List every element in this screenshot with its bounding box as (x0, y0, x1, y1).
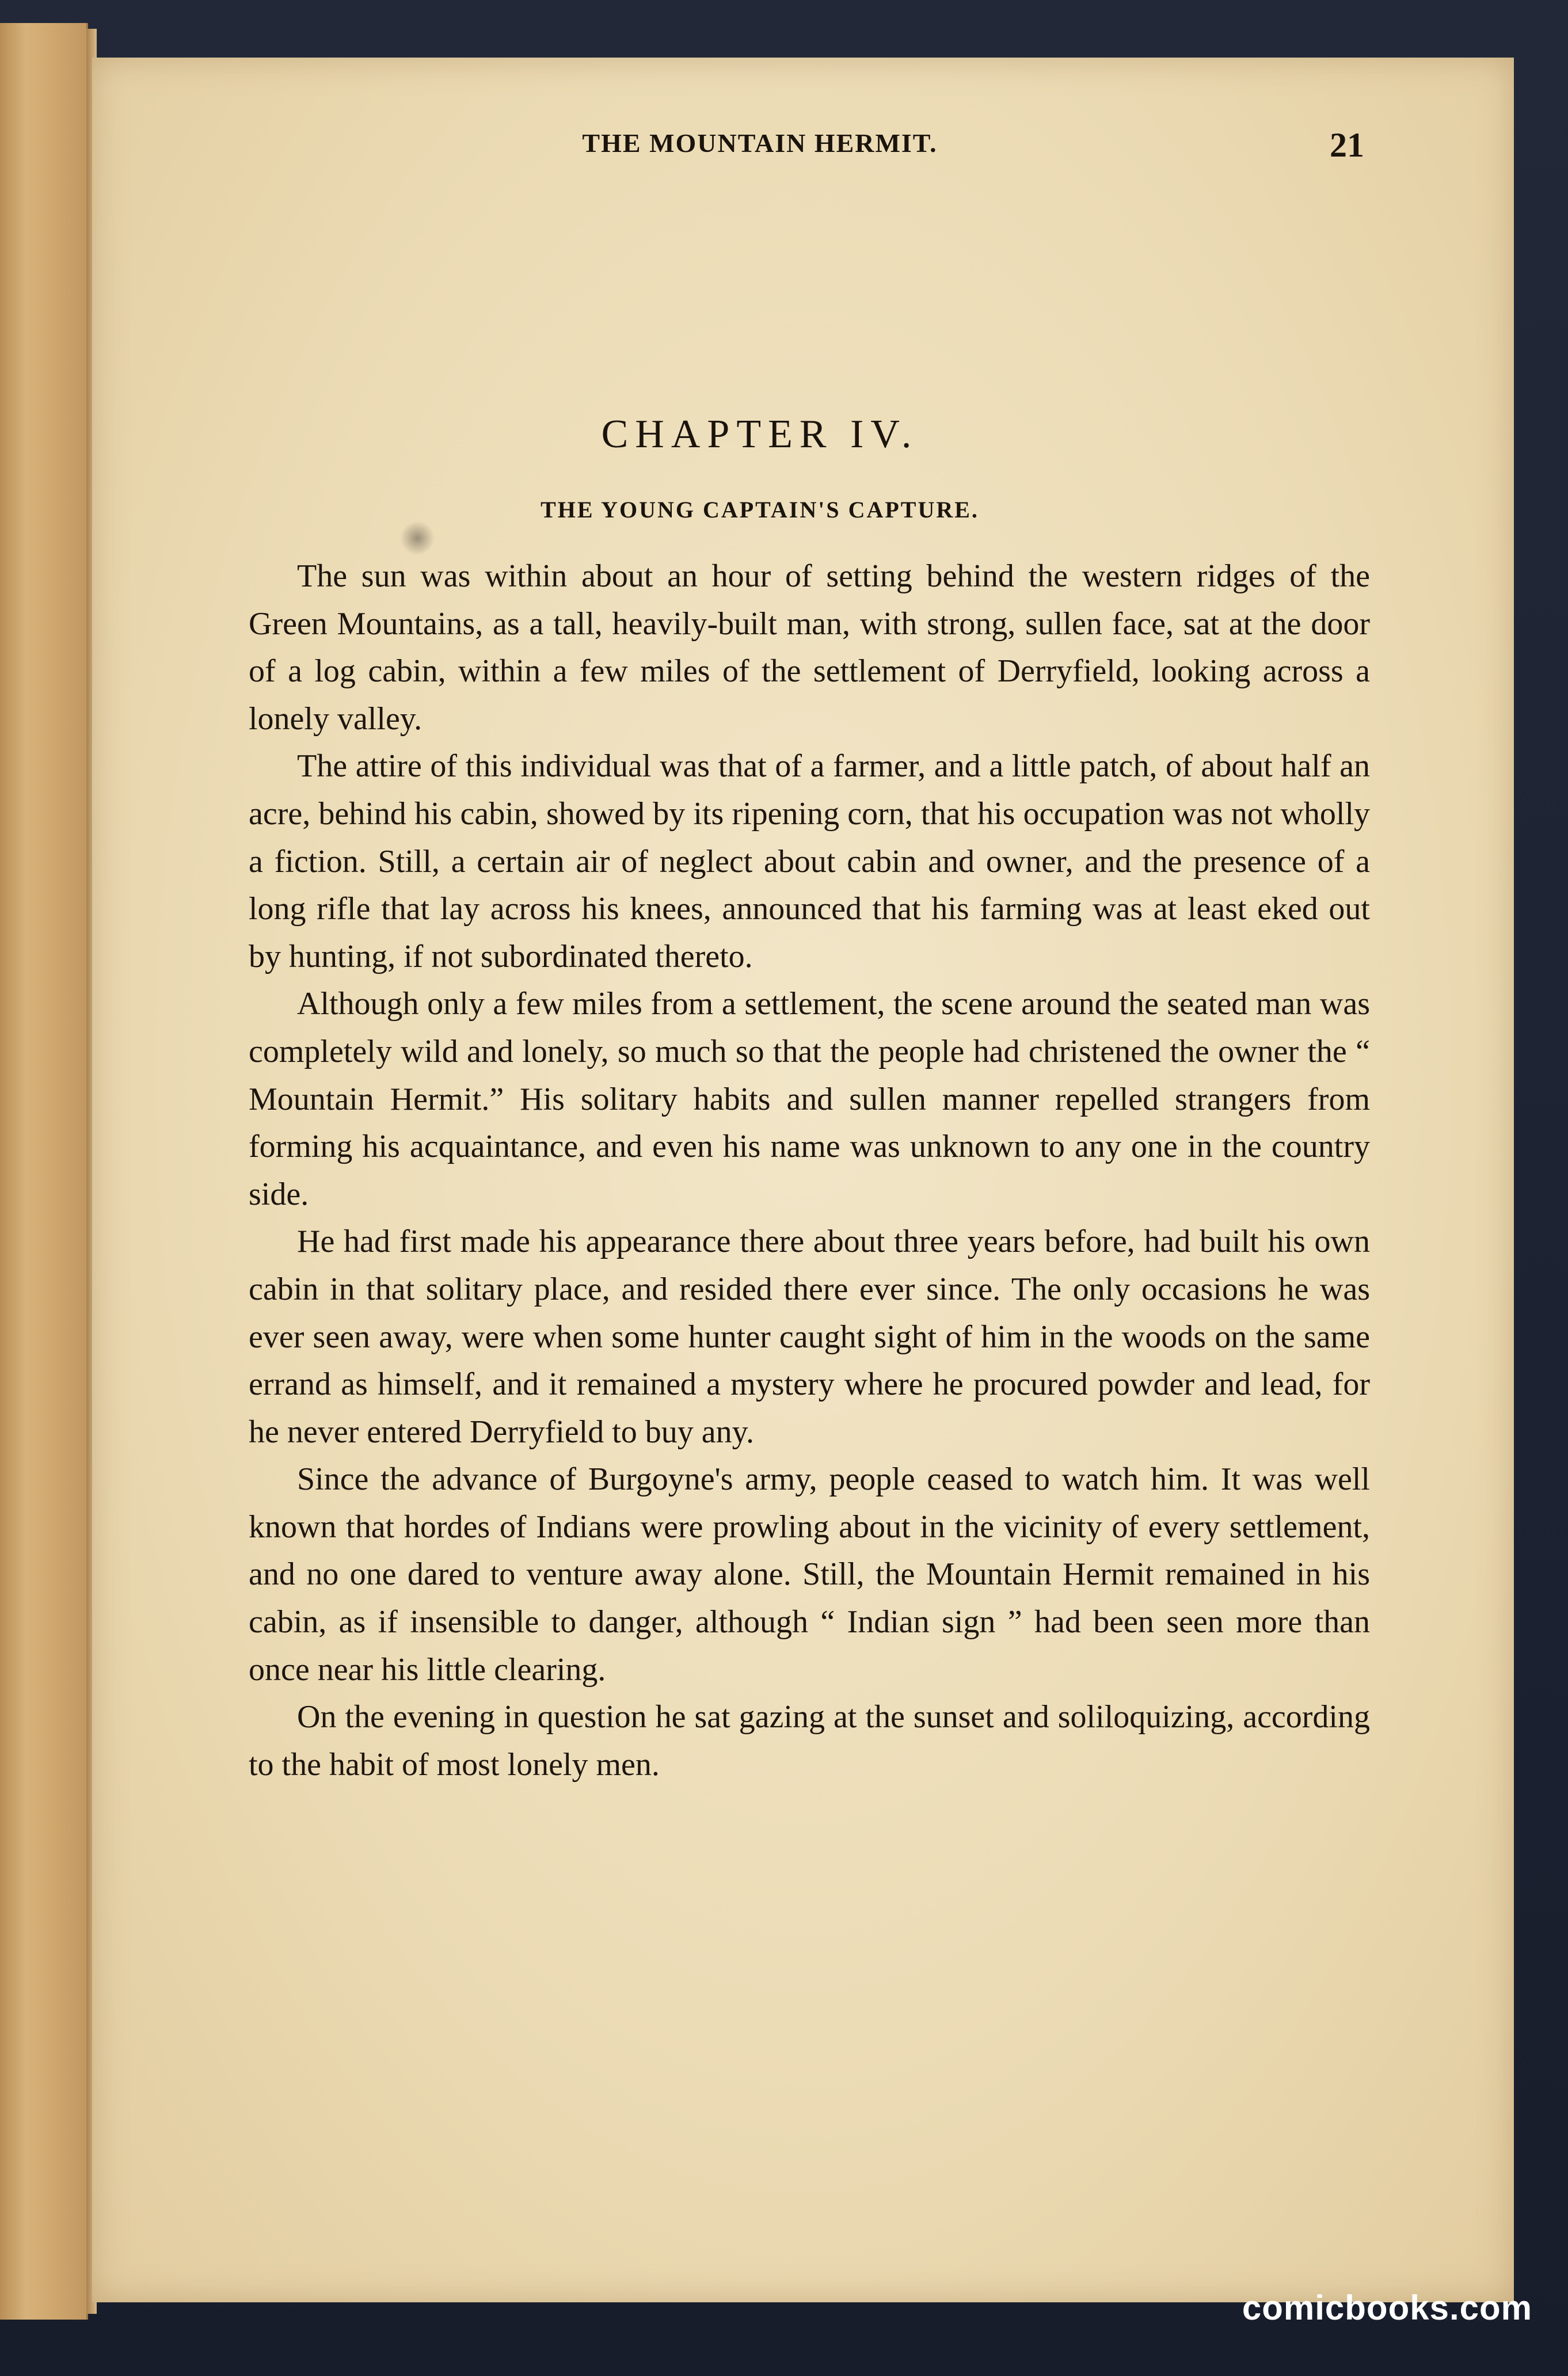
running-title: THE MOUNTAIN HERMIT. (582, 128, 938, 158)
site-watermark: comicbooks.com (1242, 2289, 1532, 2327)
chapter-title: CHAPTER IV. (601, 412, 919, 456)
paragraph: Although only a few miles from a settlement, the scene around the seated man was completely wild and lonely, so much so that the people had christened the owner the “ Mountain Hermit.” His solitary habits and sullen manner repelled strangers from forming his acquaintance, and even his name was unknown to any one in the country side. (249, 986, 1370, 1212)
paragraph: He had first made his appearance there about three years before, had built his own cabin in that solitary place, and resided there ever since. The only occasions he was ever seen away, were when some hunter caught sight of him in the woods on the same errand as himself, and it remained a mystery where he procured powder and lead, for he never entered Derryfield to buy any. (249, 1224, 1370, 1450)
page-number: 21 (1330, 126, 1364, 164)
body-text (249, 553, 1370, 1788)
ink-smudge (400, 521, 435, 555)
chapter-subtitle: THE YOUNG CAPTAIN'S CAPTURE. (541, 497, 979, 523)
page-header (155, 128, 1364, 185)
paragraph: Since the advance of Burgoyne's army, people ceased to watch him. It was well known that hordes of Indians were prowling about in the vicinity of every settlement, and no one dared to venture away alone. Still, the Mountain Hermit remained in his cabin, as if insensible to danger, although “ Indian sign ” had been seen more than once near his little clearing. (249, 1461, 1370, 1688)
paragraph: The sun was within about an hour of setting behind the western ridges of the Green Mountains, as a tall, heavily-built man, with strong, sullen face, sat at the door of a log cabin, within a few miles of the settlement of Derryfield, looking across a lonely valley. (249, 558, 1370, 737)
book-spine (0, 23, 88, 2320)
paragraph: The attire of this individual was that of a farmer, and a little patch, of about half an acre, behind his cabin, showed by its ripening corn, that his occupation was not wholly a fiction. Still, a certain air of neglect about cabin and owner, and the presence of a long rifle that lay across his knees, announced that his farming was at least eked out by hunting, if not subordinated thereto. (249, 748, 1370, 974)
paragraph: On the evening in question he sat gazing at the sunset and soliloquizing, according to the habit of most lonely men. (249, 1699, 1370, 1783)
